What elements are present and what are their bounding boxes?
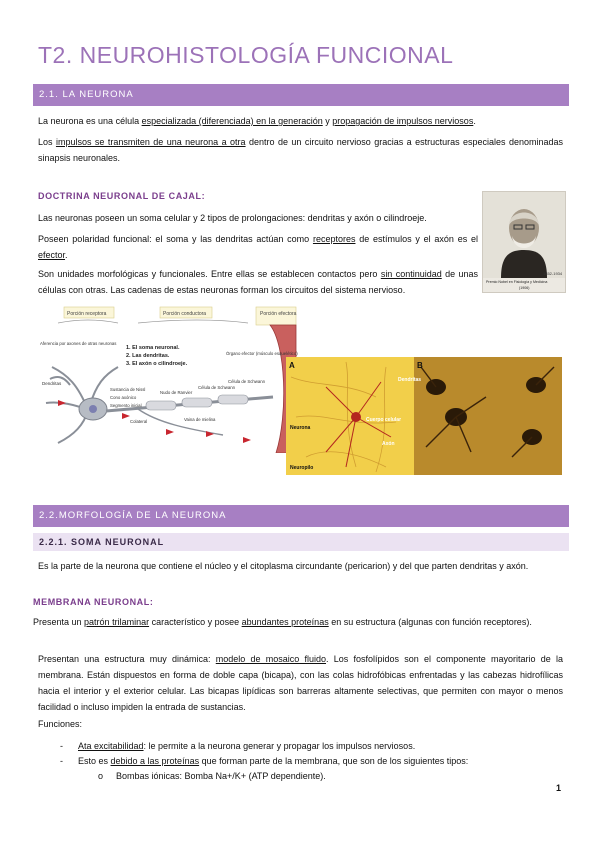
doctrina-heading: DOCTRINA NEURONAL DE CAJAL: [38,191,206,201]
micrograph-label-b: B [417,361,423,370]
label-segmento-inicial: Segmento inicial [110,403,142,408]
diagram-item-2: 2. Las dendritas. [126,353,170,359]
list-item-excitabilidad: Ata excitabilidad: le permite a la neurona generar y propagar los impulsos nerviosos. [78,741,416,751]
subsection-bar-soma: 2.2.1. SOMA NEURONAL [33,533,569,551]
label-vaina-mielina: Vaina de mielina [184,417,216,422]
neuron-micrograph [286,357,562,475]
page-title: T2. NEUROHISTOLOGÍA FUNCIONAL [38,42,454,68]
label-sustancia-nissl: Sustancia de Nissl [110,387,146,392]
membrana-heading: MEMBRANA NEURONAL: [33,597,154,607]
label-aferencia: Aferencia por axones de otras neuronas [40,341,117,346]
list-dash-1: - [60,741,63,751]
cajal-portrait [482,191,566,293]
portrait-caption: Premio Nobel en Fisiología y Medicina [486,280,548,284]
label-porcion-efectora: Porción efectora [260,311,297,317]
paragraph-soma: Es la parte de la neurona que contiene el núcleo y el citoplasma circundante (pericarion) y del que parten dendritas y axón. [38,561,529,571]
doctrina-item-1: Las neuronas poseen un soma celular y 2 tipos de prolongaciones: dendritas y axón o cilindroeje. [38,213,427,223]
label-dendritas: Dendritas [42,381,62,386]
micrograph-dendritas: Dendritas [398,377,422,383]
portrait-years: 1852-1934 [543,271,563,276]
page-number: 1 [556,783,562,793]
label-porcion-receptora: Porción receptora [67,311,107,317]
portrait-caption-year: (1906) [519,286,530,290]
label-organo-efector: Órgano efector (músculo esquelético) [226,351,298,356]
section-bar-morfologia: 2.2.MORFOLOGÍA DE LA NEURONA [33,505,569,527]
doctrina-item-3: Son unidades morfológicas y funcionales. Entre ellas se establecen contactos pero sin continuidad de unas células con otras. Las cadenas de estas neuronas forman los circuitos del sistema nervioso. [38,269,479,295]
label-celula-schwann: Célula de Schwann [228,379,266,384]
label-celula-schwann-1: Célula de Schwann [198,385,236,390]
label-nudo-ranvier: Nudo de Ranvier [160,390,193,395]
micrograph-neuropilo: Neuropilo [290,465,314,471]
portrait-image [483,192,565,292]
micrograph-label-a: A [289,361,295,370]
diagram-item-1: 1. El soma neuronal. [126,345,180,351]
label-porcion-conductora: Porción conductora [163,311,207,317]
doctrina-item-2: Poseen polaridad funcional: el soma y las dendritas actúan como receptores de estímulos y el axón es el efector. [38,234,478,260]
micrograph-cuerpo-celular: Cuerpo celular [366,417,402,423]
neuron-schematic-diagram [38,305,300,453]
paragraph-membrana-2: Presentan una estructura muy dinámica: modelo de mosaico fluido. Los fosfolípidos son el componente mayoritario de la membrana. Están dispuestos en forma de doble capa (bicapa), con las colas hidrofóbicas enfrentadas y las cabezas hidrofílicas hacia el interior y el exterior celular. Las bicapas lipídicas son barreras altamente selectivas, que permiten con mayor o menos facilidad o incluso impiden la entrada de sustancias. [38,654,563,712]
list-bullet: o [98,771,104,781]
section-bar-la-neurona: 2.1. LA NEURONA [33,84,569,106]
diagram-item-3: 3. El axón o cilindroeje. [126,361,188,367]
funciones-label: Funciones: [38,719,83,729]
label-cono-axonico: Cono axónico [110,395,137,400]
label-colateral: Colateral [130,419,148,424]
list-item-bombas: Bombas iónicas: Bomba Na+/K+ (ATP dependiente). [116,771,326,781]
list-item-proteinas: Esto es debido a las proteínas que forman parte de la membrana, que son de los siguientes tipos: [78,756,469,766]
paragraph-neurona-definicion: La neurona es una célula especializada (diferenciada) en la generación y propagación de impulsos nerviosos. [38,116,476,126]
micrograph-axon: Axón [382,441,395,447]
micrograph-neurona: Neurona [290,425,311,431]
paragraph-impulsos: Los impulsos se transmiten de una neurona a otra dentro de un circuito nervioso gracias a estructuras especiales denominadas sinapsis neuronales. [38,137,564,163]
list-dash-2: - [60,756,63,766]
paragraph-membrana-1: Presenta un patrón trilaminar característico y posee abundantes proteínas en su estructura (algunas con función receptores). [33,617,532,627]
